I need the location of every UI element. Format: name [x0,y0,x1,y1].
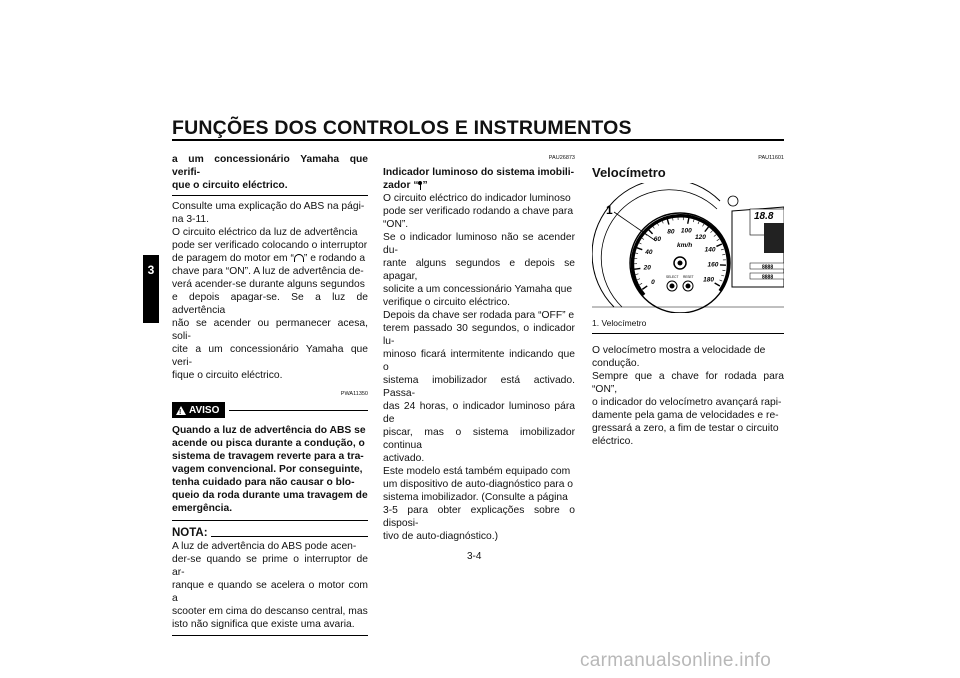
figure-caption: 1. Velocímetro [592,318,647,328]
body-line: minoso ficará intermitente indicando que o [383,349,575,373]
divider [172,635,368,636]
warning-header [172,402,368,418]
tick-label: 20 [643,264,651,272]
body-line: um dispositivo de auto-diagnóstico para o [383,479,574,490]
body-line: rante alguns segundos e depois se apagar, [383,258,575,282]
body-line: O circuito eléctrico do indicador luminoso [383,193,571,204]
major-tick [634,268,640,269]
reset-label: RESET [683,275,694,279]
reference-code: PAU26873 [548,155,575,161]
warning-text [172,424,368,515]
body-line: verifique o circuito eléctrico. [383,297,511,308]
body-line: Se o indicador luminoso não se acender du- [383,232,575,256]
body-line: gressará a zero, a fim de testar o circuito [592,423,779,434]
note-label: NOTA: [172,527,208,539]
body-line: O velocímetro mostra a velocidade de [592,345,766,356]
body-line: não se acender ou permanecer acesa, soli- [172,318,368,342]
section-heading: Indicador luminoso do sistema imobili- [383,167,575,178]
note-line: ranque e quando se acelera o motor com a [172,580,368,604]
tick-label: 40 [645,249,653,257]
body-line: eléctrico. [592,436,634,447]
intro-line: a um concessionário Yamaha que verifi- [172,154,368,178]
reset-button-inner [686,284,691,289]
key-icon [418,181,422,190]
body-line: condução. [592,358,640,369]
heading-fragment: zador “ [383,180,419,191]
heading-fragment: ” [422,180,428,191]
engine-stop-icon [294,254,304,262]
body-line: “ON”. [383,219,409,230]
tick-label: 100 [680,227,692,235]
warning-line: sistema de travagem reverte para a tra- [172,451,364,462]
body-line [172,252,368,265]
warning-line: acende ou pisca durante a condução, o [172,438,365,449]
lcd-small-1: 8888 [762,264,774,271]
speedometer-figure [592,183,784,313]
body-line: tivo de auto-diagnóstico.) [383,531,499,542]
body-line: pode ser verificado colocando o interruptor [172,240,368,251]
body-line: sistema imobilizador. (Consulte a página [383,492,568,503]
note-header [172,527,368,540]
lcd-icon-circle [728,196,738,206]
body-line: Sempre que a chave for rodada para “ON”, [592,371,784,395]
divider [592,333,784,334]
body-line: das 24 horas, o indicador luminoso pára de [383,401,575,425]
warning-badge [172,402,225,418]
tick-label: 0 [651,278,655,286]
body-line: verá acender-se durante alguns segundos [172,279,365,290]
reference-code: PAU11601 [758,155,784,161]
chapter-tab: 3 [143,255,159,323]
warning-line: tenha cuidado para não causar o blo- [172,477,355,488]
page-number: 3-4 [467,551,482,562]
warning-line: emergência. [172,503,233,514]
divider [172,195,368,196]
tick-label: 120 [695,234,706,242]
body-line: sistema imobilizador está activado. Passa- [383,375,575,399]
note-line: isto não significa que existe uma avaria. [172,619,355,630]
column-3 [592,152,784,448]
tick-label: 60 [653,235,661,243]
body-line: Depois da chave ser rodada para “OFF” e [383,310,575,321]
unit-label: km/h [677,242,693,249]
select-label: SELECT [666,275,679,279]
body-line: piscar, mas o sistema imobilizador continua [383,427,575,451]
warning-line: vagem convencional. Por conseguinte, [172,464,363,475]
warning-rule [229,410,368,411]
needle-cap [678,261,683,266]
body-line: Este modelo está também equipado com [383,466,571,477]
section-heading [383,179,575,192]
warning-line: Quando a luz de advertência do ABS se [172,425,366,436]
header-rule [172,139,784,141]
tick-label: 80 [667,228,675,236]
body-line: o indicador do velocímetro avançará rapi- [592,397,782,408]
body-line: na 3-11. [172,214,210,225]
callout-number: 1 [606,203,613,217]
warning-label: AVISO [189,404,220,416]
warning-icon [176,406,186,415]
note-line: der-se quando se prime o interruptor de ar- [172,554,368,578]
note-line: scooter em cima do descanso central, mas [172,606,368,617]
body-line: O circuito eléctrico da luz de advertência [172,227,358,238]
body-line: damente pela gama de velocidades e re- [592,410,779,421]
tick-label: 160 [707,261,719,269]
tick-label: 180 [703,276,715,284]
intro-line: que o circuito eléctrico. [172,180,288,191]
body-line: 3-5 para obter explicações sobre o disposi- [383,505,575,529]
body-line: terem passado 30 segundos, o indicador lu- [383,323,575,347]
body-line: solicite a um concessionário Yamaha que [383,284,573,295]
body-line: e depois apagar-se. Se a luz de advertência [172,292,368,316]
lcd-small-2: 8888 [762,274,774,281]
column-1 [172,153,368,636]
body-line: activado. [383,453,425,464]
watermark: carmanualsonline.info [580,650,772,671]
body-fragment: ” e rodando a [303,253,366,264]
divider [172,520,368,521]
section-heading: Velocímetro [592,165,666,180]
body-line: fique o circuito eléctrico. [172,370,283,381]
tick-label: 140 [704,246,716,254]
lcd-bargraph [764,223,784,253]
body-fragment: de paragem do motor em “ [172,253,294,264]
body-line: pode ser verificado rodando a chave para [383,206,574,217]
note-rule [211,536,368,537]
body-line: Consulte uma explicação do ABS na pági- [172,201,365,212]
select-button-inner [670,284,675,289]
lcd-digits: 18.8 [754,211,774,222]
warning-line: queio da roda durante uma travagem de [172,490,368,501]
note-line: A luz de advertência do ABS pode acen- [172,541,357,552]
body-line: chave para “ON”. A luz de advertência de- [172,266,364,277]
column-2 [383,152,575,543]
body-line: cite a um concessionário Yamaha que veri- [172,344,368,368]
reference-code: PWA11350 [340,391,368,397]
page-title: FUNÇÕES DOS CONTROLOS E INSTRUMENTOS [172,117,632,139]
